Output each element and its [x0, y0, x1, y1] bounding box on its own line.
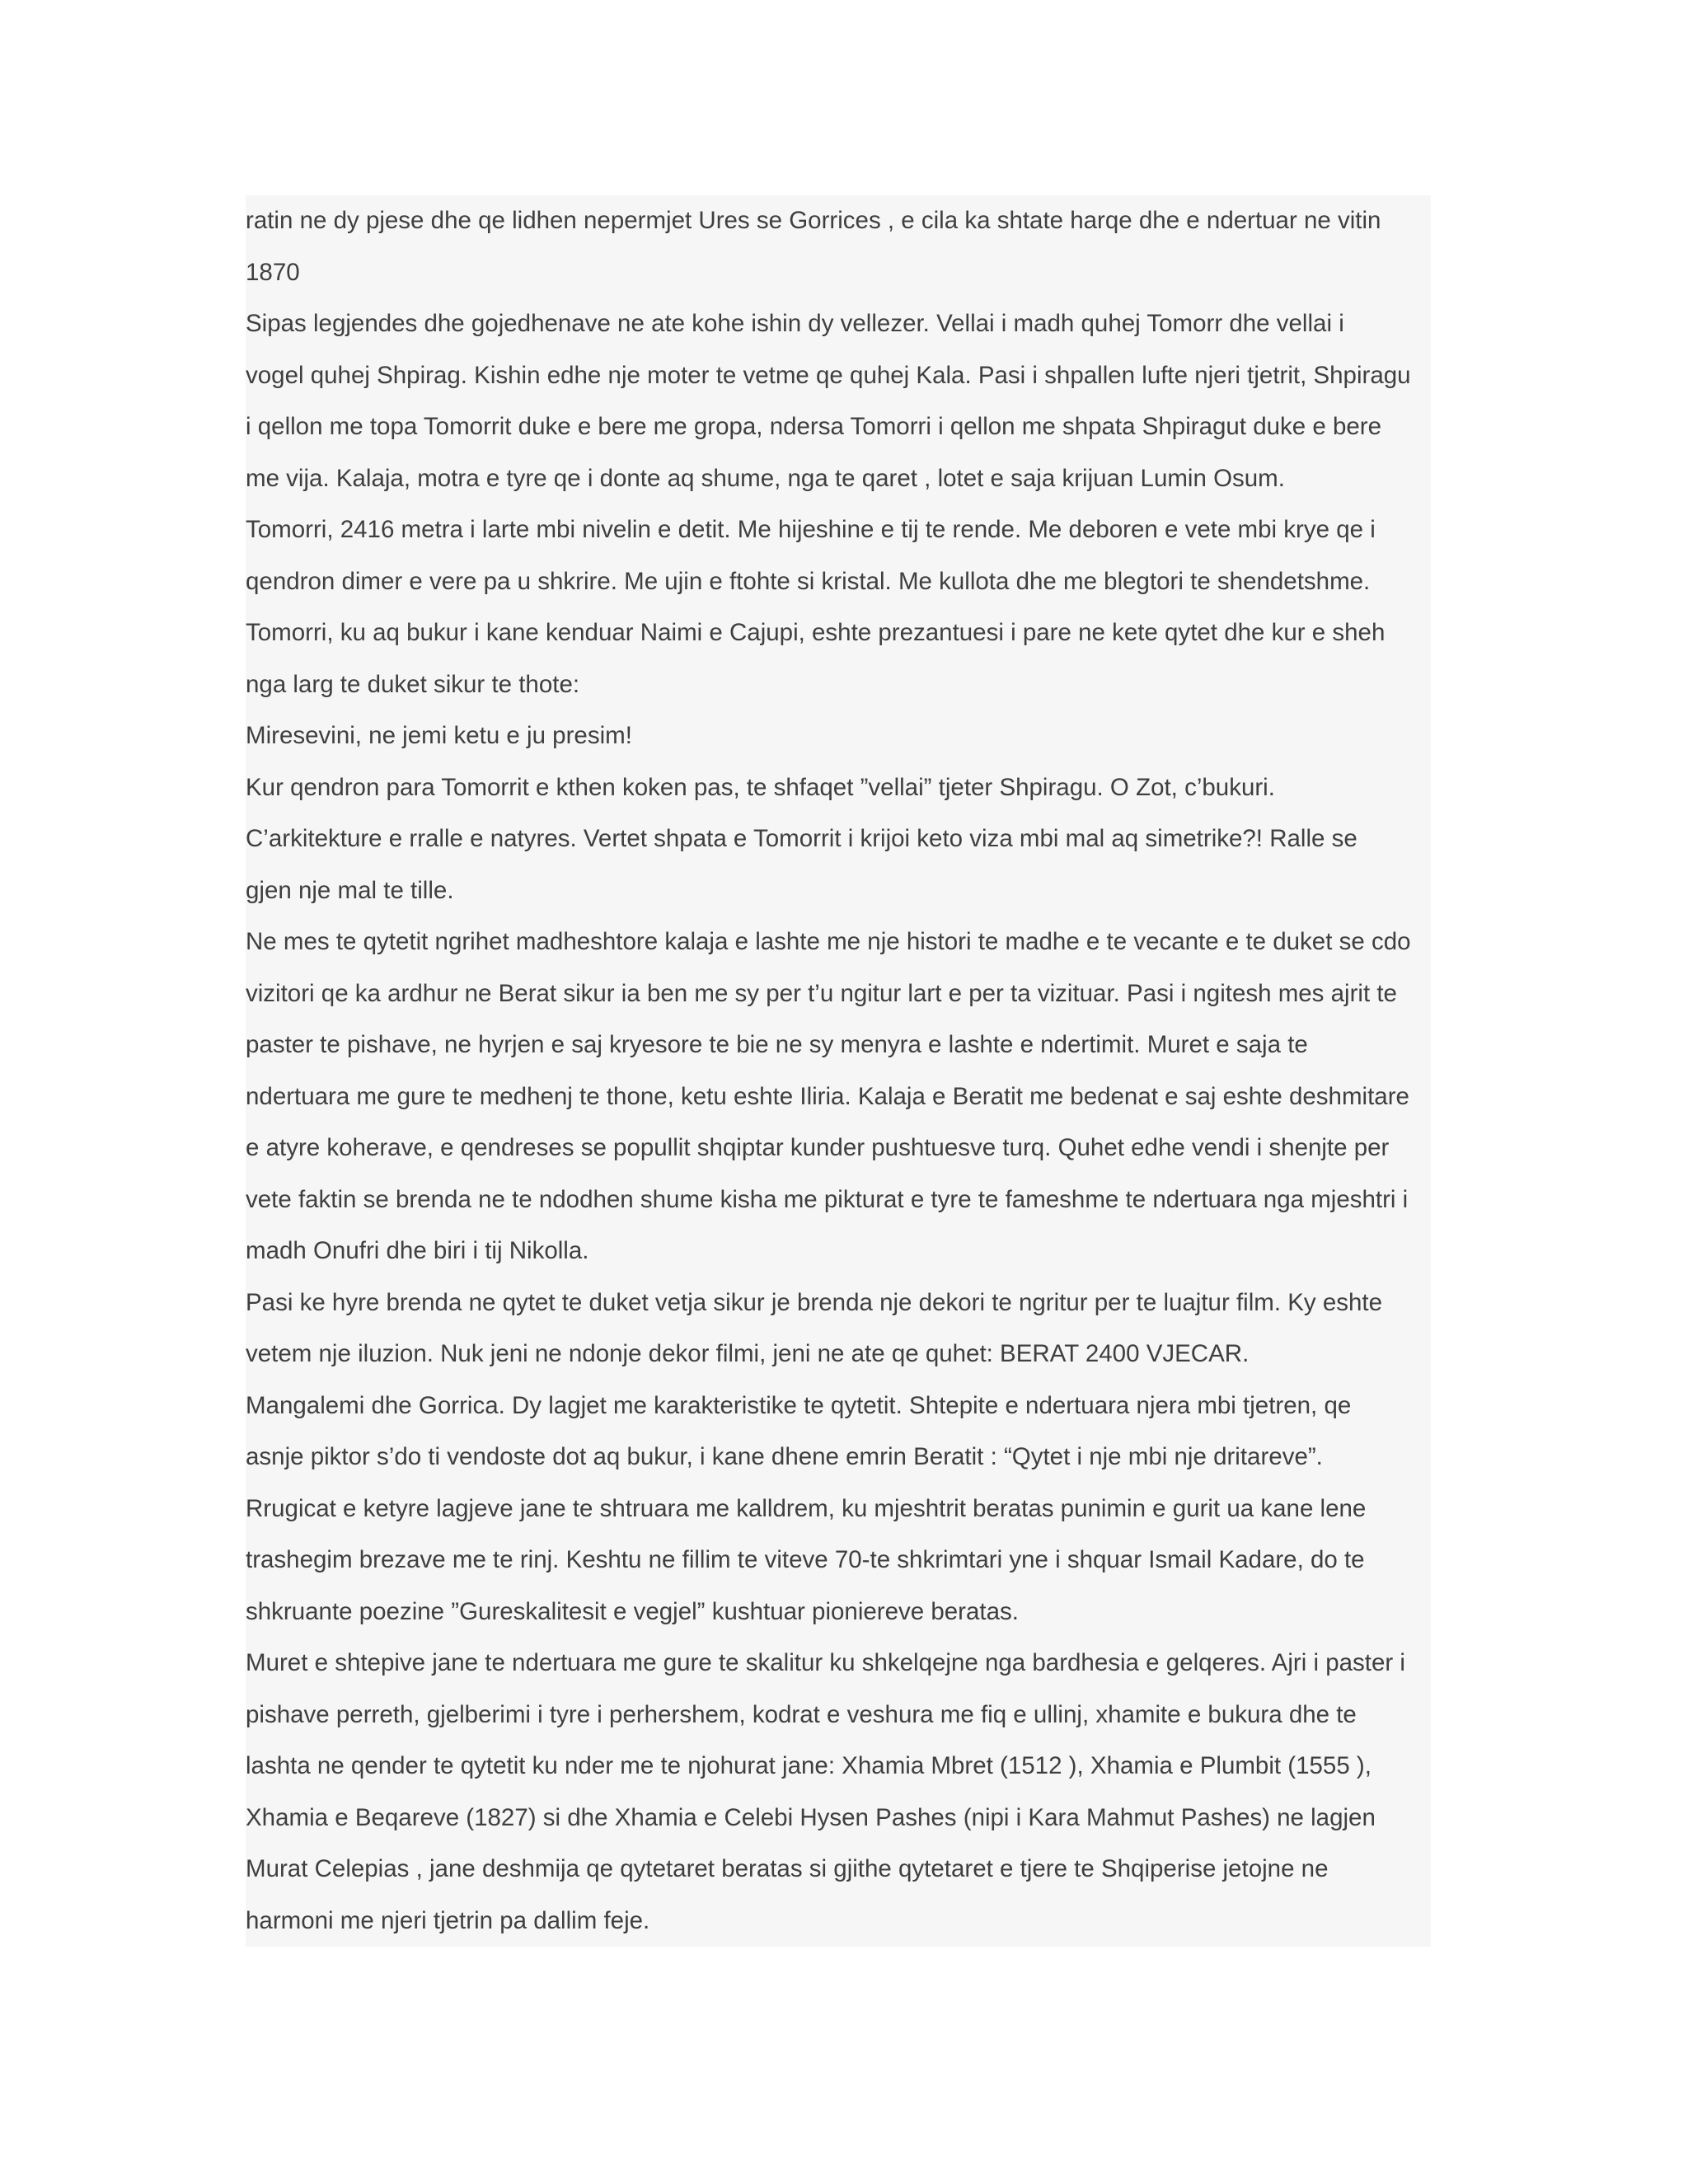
text-line: Tomorri, ku aq bukur i kane kenduar Naimi e Cajupi, eshte prezantuesi i pare ne kete qytet dhe kur e sheh [246, 619, 1386, 646]
text-line: trashegim brezave me te rinj. Keshtu ne fillim te viteve 70-te shkrimtari yne i shquar Ismail Kadare, do te [246, 1546, 1365, 1573]
text-line: Ne mes te qytetit ngrihet madheshtore kalaja e lashte me nje histori te madhe e te vecante e te duket se cdo [246, 928, 1411, 955]
text-line: e atyre koherave, e qendreses se popullit shqiptar kunder pushtuesve turq. Quhet edhe vendi i shenjte per [246, 1134, 1390, 1161]
text-line: 1870 [246, 258, 300, 286]
text-line: Tomorri, 2416 metra i larte mbi nivelin e detit. Me hijeshine e tij te rende. Me deboren e vete mbi krye qe i [246, 516, 1376, 543]
text-line: Rrugicat e ketyre lagjeve jane te shtruara me kalldrem, ku mjeshtrit beratas punimin e gurit ua kane lene [246, 1494, 1367, 1522]
text-line: me vija. Kalaja, motra e tyre qe i donte aq shume, nga te qaret , lotet e saja krijuan Lumin Osum. [246, 464, 1285, 492]
text-line: Pasi ke hyre brenda ne qytet te duket vetja sikur je brenda nje dekori te ngritur per te luajtur film. Ky eshte [246, 1288, 1383, 1316]
text-line: qendron dimer e vere pa u shkrire. Me ujin e ftohte si kristal. Me kullota dhe me blegtori te shendetshme. [246, 567, 1371, 595]
text-line: i qellon me topa Tomorrit duke e bere me gropa, ndersa Tomorri i qellon me shpata Shpiragut duke e bere [246, 413, 1382, 440]
text-line: madh Onufri dhe biri i tij Nikolla. [246, 1237, 589, 1264]
text-line: Kur qendron para Tomorrit e kthen koken pas, te shfaqet ”vellai” tjeter Shpiragu. O Zot, c’bukuri. [246, 773, 1275, 801]
text-line: Xhamia e Beqareve (1827) si dhe Xhamia e Celebi Hysen Pashes (nipi i Kara Mahmut Pashes) ne lagjen [246, 1803, 1376, 1831]
text-line: C’arkitekture e rralle e natyres. Vertet shpata e Tomorrit i krijoi keto viza mbi mal aq simetrike?! Ralle se [246, 825, 1357, 852]
text-line: vizitori qe ka ardhur ne Berat sikur ia ben me sy per t’u ngitur lart e per ta vizituar. Pasi i ngitesh mes ajrit te [246, 979, 1397, 1007]
text-line: shkruante poezine ”Gureskalitesit e vegjel” kushtuar pioniereve beratas. [246, 1597, 1019, 1625]
text-line: nga larg te duket sikur te thote: [246, 670, 580, 698]
text-line: vetem nje iluzion. Nuk jeni ne ndonje dekor filmi, jeni ne ate qe quhet: BERAT 2400 VJECAR. [246, 1340, 1250, 1367]
text-line: Miresevini, ne jemi ketu e ju presim! [246, 722, 632, 749]
text-line: lashta ne qender te qytetit ku nder me te njohurat jane: Xhamia Mbret (1512 ), Xhamia e Plumbit (1555 ), [246, 1752, 1372, 1779]
text-line: Sipas legjendes dhe gojedhenave ne ate kohe ishin dy vellezer. Vellai i madh quhej Tomorr dhe vellai i [246, 310, 1344, 337]
text-line: Muret e shtepive jane te ndertuara me gure te skalitur ku shkelqejne nga bardhesia e gelqeres. Ajri i paster i [246, 1649, 1405, 1676]
text-line: vogel quhej Shpirag. Kishin edhe nje moter te vetme qe quhej Kala. Pasi i shpallen lufte njeri tjetrit, Shpiragu [246, 361, 1411, 389]
text-line: asnje piktor s’do ti vendoste dot aq bukur, i kane dhene emrin Beratit : “Qytet i nje mbi nje dritareve”. [246, 1443, 1323, 1470]
text-line: ndertuara me gure te medhenj te thone, ketu eshte Iliria. Kalaja e Beratit me bedenat e saj eshte deshmitare [246, 1082, 1409, 1110]
text-line: paster te pishave, ne hyrjen e saj kryesore te bie ne sy menyra e lashte e ndertimit. Muret e saja te [246, 1031, 1308, 1058]
text-block [246, 195, 1431, 1947]
text-line: gjen nje mal te tille. [246, 876, 454, 904]
text-line: harmoni me njeri tjetrin pa dallim feje. [246, 1906, 650, 1934]
text-line: ratin ne dy pjese dhe qe lidhen nepermjet Ures se Gorrices , e cila ka shtate harqe dhe e ndertuar ne vitin [246, 207, 1381, 234]
text-line: pishave perreth, gjelberimi i tyre i perhershem, kodrat e veshura me fiq e ullinj, xhamite e bukura dhe te [246, 1700, 1357, 1728]
text-line: Murat Celepias , jane deshmija qe qytetaret beratas si gjithe qytetaret e tjere te Shqiperise jetojne ne [246, 1855, 1329, 1882]
text-line: Mangalemi dhe Gorrica. Dy lagjet me karakteristike te qytetit. Shtepite e ndertuara njera mbi tjetren, qe [246, 1391, 1352, 1419]
text-line: vete faktin se brenda ne te ndodhen shume kisha me pikturat e tyre te fameshme te ndertuara nga mjeshtri i [246, 1185, 1409, 1213]
